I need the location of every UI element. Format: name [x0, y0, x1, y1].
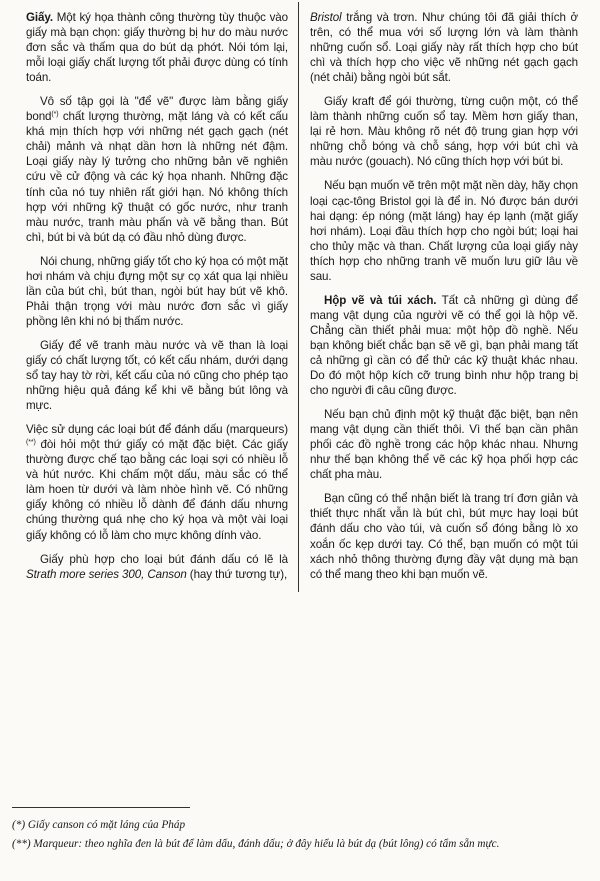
paragraph-kraft-paper: Giấy kraft để gói thường, từng cuộn một, có thể làm thành những cuốn sổ tay. Mềm hơn giấy than, lại rẻ hơn. Màu không rõ nét độ trung gian hợp với những chỗ bóng và chỗ sáng, hợp với bút chì và màu nước (gouach). Nó cũng thích hợp với bút bi. — [310, 95, 578, 169]
heading-drawing-box: Hộp vẽ và túi xách. — [324, 293, 437, 307]
footnote-marker-2: (**) — [26, 439, 36, 447]
paragraph-special-technique: Nếu bạn chủ định một kỹ thuật đặc biệt, bạn nên mang vật dụng cần thiết thôi. Vì thế bạn cần phân phối các đồ nghề trong các hộp khác nhau. Nhưng như thế bạn không thể vẽ các kỹ họa phối hợp các chất pha màu. — [310, 408, 578, 482]
paragraph-markers: Việc sử dụng các loại bút để đánh dấu (marqueurs) (**) đòi hỏi một thứ giấy có mặt đặc biệt. Các giấy thường được chế tạo bằng các loại sợi có nhiều lỗ và hút nước. Khi chấm một dấu, màu sắc có thể làm hoen từ dưới và làm nhòe hình vẽ. Có những giấy không có nhiều lỗ dành để đánh dấu nhưng chúng thường quá nhẹ cho ký họa và một vài loại giấy không có lỗ làm cho mực không dính vào. — [26, 423, 288, 542]
left-column — [26, 10, 288, 591]
right-column — [310, 10, 578, 591]
paragraph-bristol: Bristol trắng và trơn. Như chúng tôi đã giải thích ở trên, có thể mua với số lượng lớn và làm thành những cuốn sổ. Loại giấy này rất thích hợp cho bút chì và thích hợp cho việc vẽ những nét gạch gạch (nét chải) bằng ngòi bút sắt. — [310, 11, 578, 85]
paragraph-watercolor-paper: Giấy để vẽ tranh màu nước và vẽ than là loại giấy có chất lượng tốt, có kết cấu nhám, dưới dạng sổ tay hay tờ rời, kết cấu của nó cũng cho phép tạo những hiệu quả đáng kể khi vẽ bằng bút lông và mực. — [26, 338, 288, 413]
paragraph-marker-paper: Giấy phù hợp cho loại bút đánh dấu có lẽ là Strath more series 300, Canson (hay thứ tương tự), — [26, 552, 288, 581]
footnote-rule — [12, 807, 190, 808]
heading-paper: Giấy. — [26, 11, 53, 24]
footnote-marker-1: (*) — [51, 111, 59, 119]
footnotes — [12, 818, 590, 856]
paragraph-bond-paper: Vô số tập gọi là "để vẽ" được làm bằng giấy bond(*) chất lượng thường, mặt láng và có kết cấu khá mịn thích hợp với những nét gạch gạch (nét chải) mảnh và nhạt dần hơn là những nét đậm. Loại giấy này lý tưởng cho những bản vẽ nghiên cứu về cử động và các ký họa nhanh. Những đặc tính của nó tuy nhiên rất giới hạn. Nó không thích hợp với những kỹ thuật có gốc nước, như tranh màu nước, tranh màu phấn và vẽ bằng than. Bút chì, bút bi và bút dạ có đầu nhỏ dùng được. — [26, 95, 288, 244]
paragraph-bristol-board: Nếu bạn muốn vẽ trên một mặt nền dày, hãy chọn loại cạc-tông Bristol gọi là để in. Nó được bán dưới hai dạng: ép nóng (mặt láng) hay ép lạnh (mặt giấy hơi nhám). Loại đầu thích hợp cho ngòi bút; loại hai cho thủy mặc và than. Chất lượng của loại giấy này thích hợp cho những tranh vẽ muốn lưu giữ lâu về sau. — [310, 179, 578, 283]
paragraph-simple-kit: Bạn cũng có thể nhận biết là trang trí đơn giản và thiết thực nhất vẫn là bút chì, bút mực hay loại bút đánh dấu cho vào túi, và cuốn sổ đóng bằng lò xo xoắn ốc kẹp dưới tay. Có thể, bạn muốn có một túi xách nhỏ thông thường đựng đầy vật dụng mà bạn có thể mang theo khi bạn muốn vẽ. — [310, 492, 578, 581]
paragraph-drawing-box: Hộp vẽ và túi xách. Tất cả những gì dùng để mang vật dụng của người vẽ có thể gọi là hộp vẽ. Chẳng cần thiết phải mua: một hộp đồ nghề. Nếu bạn không biết chắc bạn sẽ vẽ gì, bạn phải mang tất cả những gì cần có để thử các kỹ thuật khác nhau. Do đó một hộp kích cỡ trung bình như hộp trang bị cho người đi câu cũng được. — [310, 293, 579, 398]
footnote-1: (*) Giấy canson có mặt láng của Pháp — [12, 819, 186, 831]
paragraph-paper: Giấy. Một ký họa thành công thường tùy thuộc vào giấy mà bạn chọn: giấy thường bị hư do màu nước đơn sắc và thấm qua do bút dạ phớt. Nói tóm lại, mỗi loại giấy chất lượng tốt phải được dùng có tính toán. — [26, 11, 288, 85]
paragraph-good-paper: Nói chung, những giấy tốt cho ký họa có một mặt hơi nhám và chịu đựng một sự cọ xát qua lại nhiều lần của bút chì, bút than, ngòi bút hay bút vẽ khô. Phải thận trọng với màu nước đơn sắc vì giấy phồng lên khi nó bị thấm nước. — [26, 254, 288, 328]
footnote-2: (**) Marqueur: theo nghĩa đen là bút để làm dấu, đánh dấu; ở đây hiểu là bút dạ (bút lông) có tẩm sẵn mực. — [12, 838, 500, 850]
column-divider — [298, 2, 299, 592]
